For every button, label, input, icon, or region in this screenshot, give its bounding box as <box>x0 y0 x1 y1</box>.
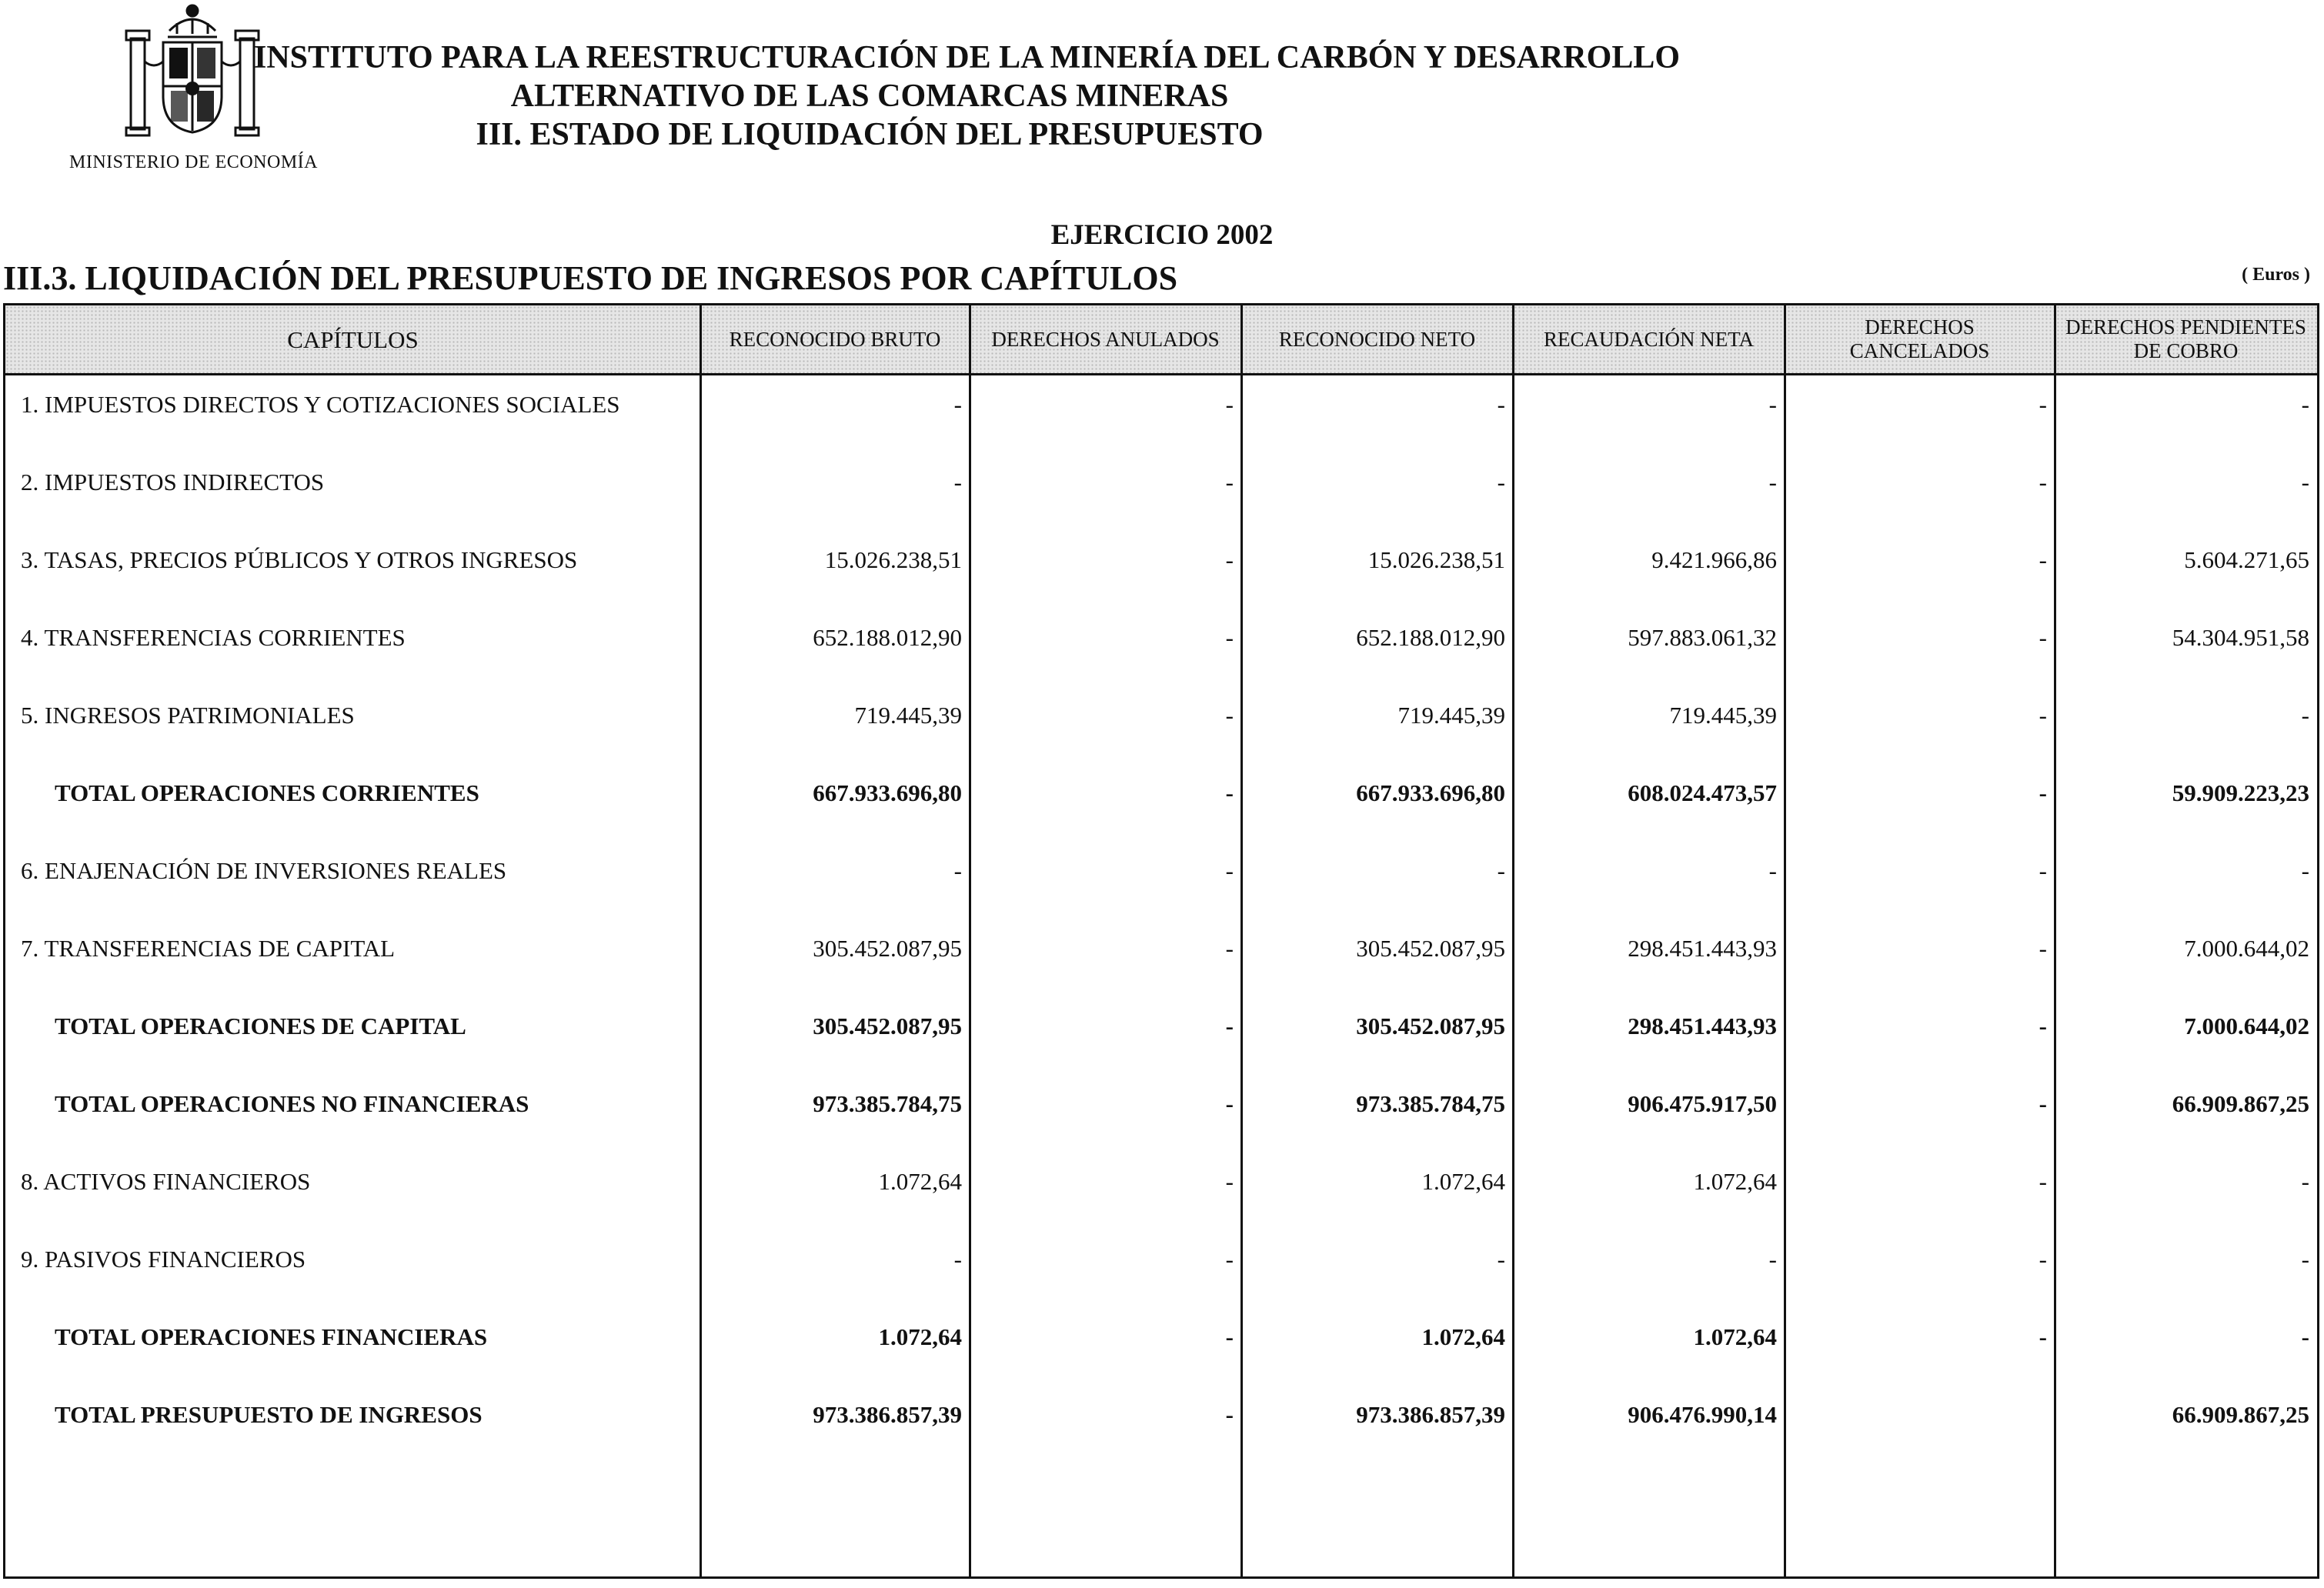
cell-reconocido-bruto: 973.385.784,75 <box>813 1090 962 1117</box>
cell-derechos-anulados: - <box>1225 935 1234 962</box>
cell-derechos-cancelados: - <box>2039 391 2047 418</box>
cell-pendientes-cobro: - <box>2301 857 2309 884</box>
cell-derechos-anulados: - <box>1225 1013 1234 1039</box>
total-row <box>5 1075 2317 1153</box>
cell-reconocido-neto: 719.445,39 <box>1397 702 1505 729</box>
cell-derechos-cancelados: - <box>2039 1013 2047 1039</box>
cell-derechos-anulados: - <box>1225 546 1234 573</box>
table-row <box>5 375 2317 453</box>
col-recaudacion-neta-header <box>1513 305 1785 373</box>
cell-derechos-anulados: - <box>1225 391 1234 418</box>
cell-derechos-anulados: - <box>1225 1323 1234 1350</box>
table-row <box>5 1153 2317 1230</box>
row-label: TOTAL OPERACIONES FINANCIERAS <box>55 1323 488 1350</box>
header-text: CAPÍTULOS <box>287 325 419 353</box>
cell-reconocido-neto: 973.385.784,75 <box>1356 1090 1505 1117</box>
cell-recaudacion-neta: 597.883.061,32 <box>1628 624 1777 651</box>
header-text: RECAUDACIÓN NETA <box>1543 327 1755 351</box>
row-label: TOTAL OPERACIONES NO FINANCIERAS <box>55 1090 529 1117</box>
cell-reconocido-neto: 1.072,64 <box>1421 1168 1505 1195</box>
cell-recaudacion-neta: - <box>1768 469 1777 495</box>
table-header <box>5 305 2317 375</box>
table-row <box>5 842 2317 919</box>
col-reconocido-neto-header <box>1241 305 1513 373</box>
cell-pendientes-cobro: 54.304.951,58 <box>2172 624 2309 651</box>
table-row <box>5 1230 2317 1308</box>
document-title <box>254 38 1681 154</box>
table-row <box>5 531 2317 609</box>
cell-recaudacion-neta: 608.024.473,57 <box>1628 779 1777 806</box>
header-text: RECONOCIDO BRUTO <box>729 327 941 351</box>
cell-pendientes-cobro: 7.000.644,02 <box>2184 935 2309 962</box>
cell-reconocido-neto: - <box>1497 469 1505 495</box>
cell-recaudacion-neta: 9.421.966,86 <box>1651 546 1777 573</box>
cell-derechos-cancelados: - <box>2039 702 2047 729</box>
cell-recaudacion-neta: 1.072,64 <box>1693 1168 1777 1195</box>
cell-derechos-cancelados: - <box>2039 779 2047 806</box>
cell-reconocido-neto: 305.452.087,95 <box>1356 1013 1505 1039</box>
cell-recaudacion-neta: 298.451.443,93 <box>1628 935 1777 962</box>
cell-pendientes-cobro: - <box>2301 1323 2309 1350</box>
cell-reconocido-bruto: 1.072,64 <box>878 1168 962 1195</box>
cell-reconocido-neto: - <box>1497 1246 1505 1273</box>
row-label: TOTAL OPERACIONES CORRIENTES <box>55 779 479 806</box>
title-line-3: III. ESTADO DE LIQUIDACIÓN DEL PRESUPUESTO <box>476 117 1264 152</box>
cell-recaudacion-neta: 906.475.917,50 <box>1628 1090 1777 1117</box>
cell-derechos-cancelados: - <box>2039 1246 2047 1273</box>
col-capitulos-header <box>5 305 700 373</box>
cell-derechos-cancelados: - <box>2039 857 2047 884</box>
cell-recaudacion-neta: - <box>1768 391 1777 418</box>
cell-recaudacion-neta: - <box>1768 857 1777 884</box>
col-pendientes-cobro-header <box>2055 305 2317 373</box>
cell-reconocido-bruto: 667.933.696,80 <box>813 779 962 806</box>
row-label: 4. TRANSFERENCIAS CORRIENTES <box>21 624 406 651</box>
cell-pendientes-cobro: - <box>2301 702 2309 729</box>
cell-derechos-anulados: - <box>1225 1168 1234 1195</box>
cell-recaudacion-neta: 906.476.990,14 <box>1628 1401 1777 1428</box>
cell-pendientes-cobro: 7.000.644,02 <box>2184 1013 2309 1039</box>
cell-derechos-anulados: - <box>1225 857 1234 884</box>
col-derechos-anulados-header <box>970 305 1241 373</box>
cell-derechos-cancelados: - <box>2039 935 2047 962</box>
row-label: 3. TASAS, PRECIOS PÚBLICOS Y OTROS INGRESOS <box>21 546 578 573</box>
cell-pendientes-cobro: 59.909.223,23 <box>2172 779 2309 806</box>
cell-derechos-cancelados: - <box>2039 1168 2047 1195</box>
cell-derechos-cancelados: - <box>2039 546 2047 573</box>
header-text: CANCELADOS <box>1849 339 1990 362</box>
currency-units: ( Euros ) <box>2242 265 2310 285</box>
cell-reconocido-bruto: 1.072,64 <box>878 1323 962 1350</box>
cell-reconocido-bruto: 305.452.087,95 <box>813 1013 962 1039</box>
row-label: 9. PASIVOS FINANCIEROS <box>21 1246 306 1273</box>
cell-derechos-anulados: - <box>1225 702 1234 729</box>
cell-derechos-cancelados: - <box>2039 1323 2047 1350</box>
cell-derechos-anulados: - <box>1225 1246 1234 1273</box>
cell-derechos-anulados: - <box>1225 1401 1234 1428</box>
header-text: DE COBRO <box>2133 339 2239 362</box>
total-row <box>5 1308 2317 1386</box>
col-reconocido-bruto-header <box>700 305 970 373</box>
coat-of-arms-emblem <box>115 0 269 142</box>
cell-reconocido-bruto: - <box>953 469 962 495</box>
cell-pendientes-cobro: - <box>2301 469 2309 495</box>
header-text: DERECHOS ANULADOS <box>991 327 1220 351</box>
header-text: RECONOCIDO NETO <box>1278 327 1476 351</box>
cell-recaudacion-neta: 298.451.443,93 <box>1628 1013 1777 1039</box>
cell-pendientes-cobro: 5.604.271,65 <box>2184 546 2309 573</box>
col-derechos-cancelados-header <box>1785 305 2055 373</box>
cell-derechos-anulados: - <box>1225 1090 1234 1117</box>
cell-pendientes-cobro: - <box>2301 1168 2309 1195</box>
cell-reconocido-bruto: 305.452.087,95 <box>813 935 962 962</box>
cell-reconocido-bruto: 15.026.238,51 <box>824 546 962 573</box>
cell-derechos-anulados: - <box>1225 779 1234 806</box>
title-line-2: ALTERNATIVO DE LAS COMARCAS MINERAS <box>510 78 1229 114</box>
cell-derechos-cancelados: - <box>2039 624 2047 651</box>
cell-recaudacion-neta: 719.445,39 <box>1669 702 1777 729</box>
cell-derechos-anulados: - <box>1225 624 1234 651</box>
row-label: 8. ACTIVOS FINANCIEROS <box>21 1168 311 1195</box>
row-label: 1. IMPUESTOS DIRECTOS Y COTIZACIONES SOCIALES <box>21 391 620 418</box>
cell-reconocido-bruto: - <box>953 391 962 418</box>
cell-pendientes-cobro: 66.909.867,25 <box>2172 1090 2309 1117</box>
fiscal-year: EJERCICIO 2002 <box>1050 219 1274 251</box>
header-text: DERECHOS PENDIENTES <box>2065 315 2306 339</box>
cell-reconocido-neto: 973.386.857,39 <box>1356 1401 1505 1428</box>
table-row <box>5 453 2317 531</box>
cell-reconocido-bruto: 973.386.857,39 <box>813 1401 962 1428</box>
cell-derechos-anulados: - <box>1225 469 1234 495</box>
cell-recaudacion-neta: - <box>1768 1246 1777 1273</box>
cell-reconocido-neto: - <box>1497 391 1505 418</box>
total-row <box>5 1386 2317 1463</box>
row-label: 6. ENAJENACIÓN DE INVERSIONES REALES <box>21 857 507 884</box>
cell-recaudacion-neta: 1.072,64 <box>1693 1323 1777 1350</box>
cell-reconocido-neto: 15.026.238,51 <box>1367 546 1505 573</box>
cell-reconocido-bruto: - <box>953 1246 962 1273</box>
total-row <box>5 764 2317 842</box>
title-line-1: INSTITUTO PARA LA REESTRUCTURACIÓN DE LA MINERÍA DEL CARBÓN Y DESARROLLO <box>254 40 1681 75</box>
section-title: III.3. LIQUIDACIÓN DEL PRESUPUESTO DE INGRESOS POR CAPÍTULOS <box>3 259 1178 297</box>
cell-pendientes-cobro: - <box>2301 1246 2309 1273</box>
cell-reconocido-neto: 652.188.012,90 <box>1356 624 1505 651</box>
header-text: DERECHOS <box>1865 315 1975 339</box>
total-row <box>5 997 2317 1075</box>
cell-derechos-cancelados: - <box>2039 469 2047 495</box>
cell-reconocido-bruto: 719.445,39 <box>854 702 962 729</box>
row-label: TOTAL OPERACIONES DE CAPITAL <box>55 1013 466 1039</box>
table-row <box>5 686 2317 764</box>
cell-reconocido-neto: - <box>1497 857 1505 884</box>
row-label: 5. INGRESOS PATRIMONIALES <box>21 702 355 729</box>
budget-table <box>3 303 2319 1579</box>
cell-derechos-cancelados: - <box>2039 1090 2047 1117</box>
row-label: 2. IMPUESTOS INDIRECTOS <box>21 469 325 495</box>
table-row <box>5 919 2317 997</box>
cell-pendientes-cobro: 66.909.867,25 <box>2172 1401 2309 1428</box>
ministry-name: MINISTERIO DE ECONOMÍA <box>69 152 318 172</box>
row-label: 7. TRANSFERENCIAS DE CAPITAL <box>21 935 396 962</box>
cell-reconocido-neto: 667.933.696,80 <box>1356 779 1505 806</box>
cell-reconocido-bruto: 652.188.012,90 <box>813 624 962 651</box>
cell-reconocido-neto: 305.452.087,95 <box>1356 935 1505 962</box>
table-row <box>5 609 2317 686</box>
cell-pendientes-cobro: - <box>2301 391 2309 418</box>
cell-reconocido-bruto: - <box>953 857 962 884</box>
row-label: TOTAL PRESUPUESTO DE INGRESOS <box>55 1401 482 1428</box>
cell-reconocido-neto: 1.072,64 <box>1421 1323 1505 1350</box>
